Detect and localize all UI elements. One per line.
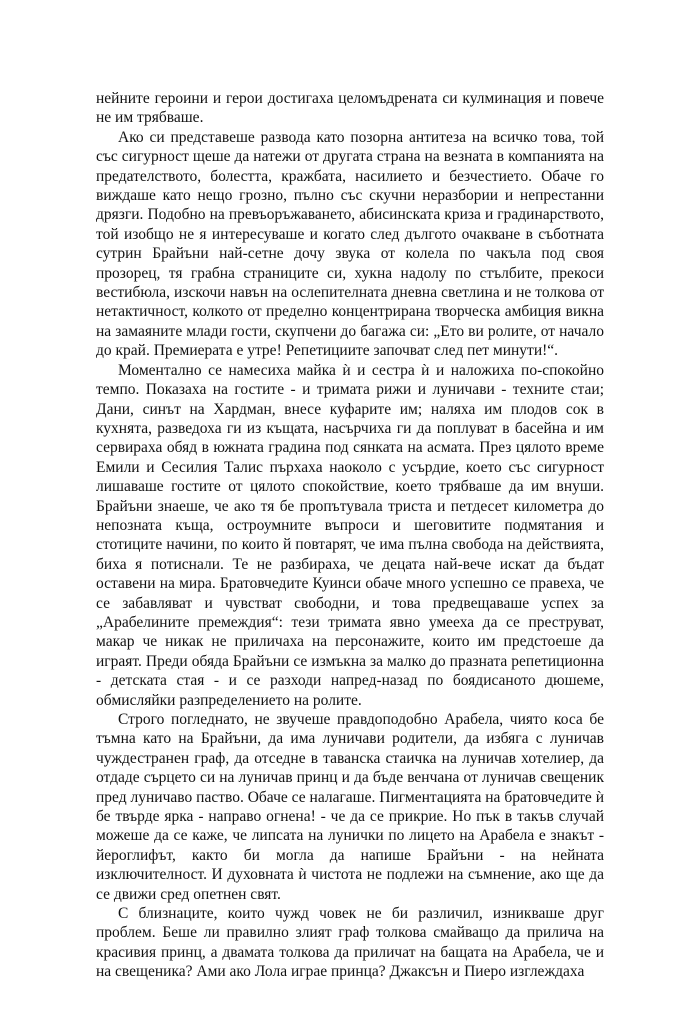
paragraph-4: Строго погледнато, не звучеше правдоподобно Арабела, чиято коса бе тъмна като на Брайъни, да има луничави родители, да избяга с луничав чуждестранен граф, да отседне в таванска стаичка на луничав хотелиер, да отдаде сърцето си на луничав принц и да бъде венчана от луничав свещеник пред луничаво паство. Обаче се налагаше. Пигментацията на братовчедите ѝ бе твърде ярка - направо огнена! - че да се прикрие. Но пък в такъв случай можеше да се каже, че липсата на лунички по лицето на Арабела е знакът - йероглифът, както би могла да напише Брайъни - на нейната изключителност. И духовната ѝ чистота не подлежи на съмнение, ако ще да се движи сред опетнен свят. xyxy=(96,711,604,903)
paragraph-1: нейните героини и герои достигаха целомъдрената си кулминация и повече не им трябваше. xyxy=(96,90,604,127)
paragraph-5: С близнаците, които чужд човек не би различил, изникваше друг проблем. Беше ли правилно злият граф толкова смайващо да прилича на красивия принц, а двамата толкова да приличат на бащата на Арабела, че и на свещеника? Ами ако Лола играе принца? Джаксън и Пиеро изглеждаха xyxy=(96,905,604,981)
document-page xyxy=(96,89,604,982)
paragraph-3: Моментално се намесиха майка ѝ и сестра ѝ и наложиха по-спокойно темпо. Показаха на гостите - и тримата рижи и луничави - техните стаи; Дани, синът на Хардман, внесе куфарите им; наляха им плодов сок в кухнята, разведоха ги из къщата, насърчиха ги да поплуват в басейна и им сервираха обяд в южната градина под сянката на асмата. През цялото време Емили и Сесилия Талис пърхаха наоколо с усърдие, което със сигурност лишаваше гостите от цялото спокойствие, което трябваше да им внуши. Брайъни знаеше, че ако тя бе пропътувала триста и петдесет километра до непозната къща, остроумните въпроси и шеговитите подмятания и стотиците начини, по които й повтарят, че има пълна свобода на действията, биха я потиснали. Те не разбираха, че децата най-вече искат да бъдат оставени на мира. Братовчедите Куинси обаче много успешно се правеха, че се забавляват и чувстват свободни, и това предвещаваше успех за „Арабелините премеждия“: тези тримата явно умееха да се преструват, макар че никак не приличаха на персонажите, които им предстоеше да играят. Преди обяда Брайъни се измъкна за малко до празната репетиционна - детската стая - и се разходи напред-назад по боядисаното дюшеме, обмисляйки разпределението на ролите. xyxy=(96,361,604,709)
paragraph-2: Ако си представеше развода като позорна антитеза на всичко това, той със сигурност щеше да натежи от другата страна на везната в компанията на предателството, болестта, кражбата, насилието и безчестието. Обаче го виждаше като нещо грозно, пълно със скучни неразбории и непрестанни дрязги. Подобно на превъоръжаването, абисинската криза и градинарството, той изобщо не я интересуваше и когато след дългото очакване в съботната сутрин Брайъни най-сетне дочу звука от колела по чакъла под своя прозорец, тя грабна страниците си, хукна надолу по стълбите, прекоси вестибюла, изскочи навън на ослепителната дневна светлина и не толкова от нетактичност, колкото от пределно концентрирана творческа амбиция викна на замаяните млади гости, скупчени до багажа си: „Ето ви ролите, от начало до край. Премиерата е утре! Репетициите започват след пет минути!“. xyxy=(96,128,604,360)
